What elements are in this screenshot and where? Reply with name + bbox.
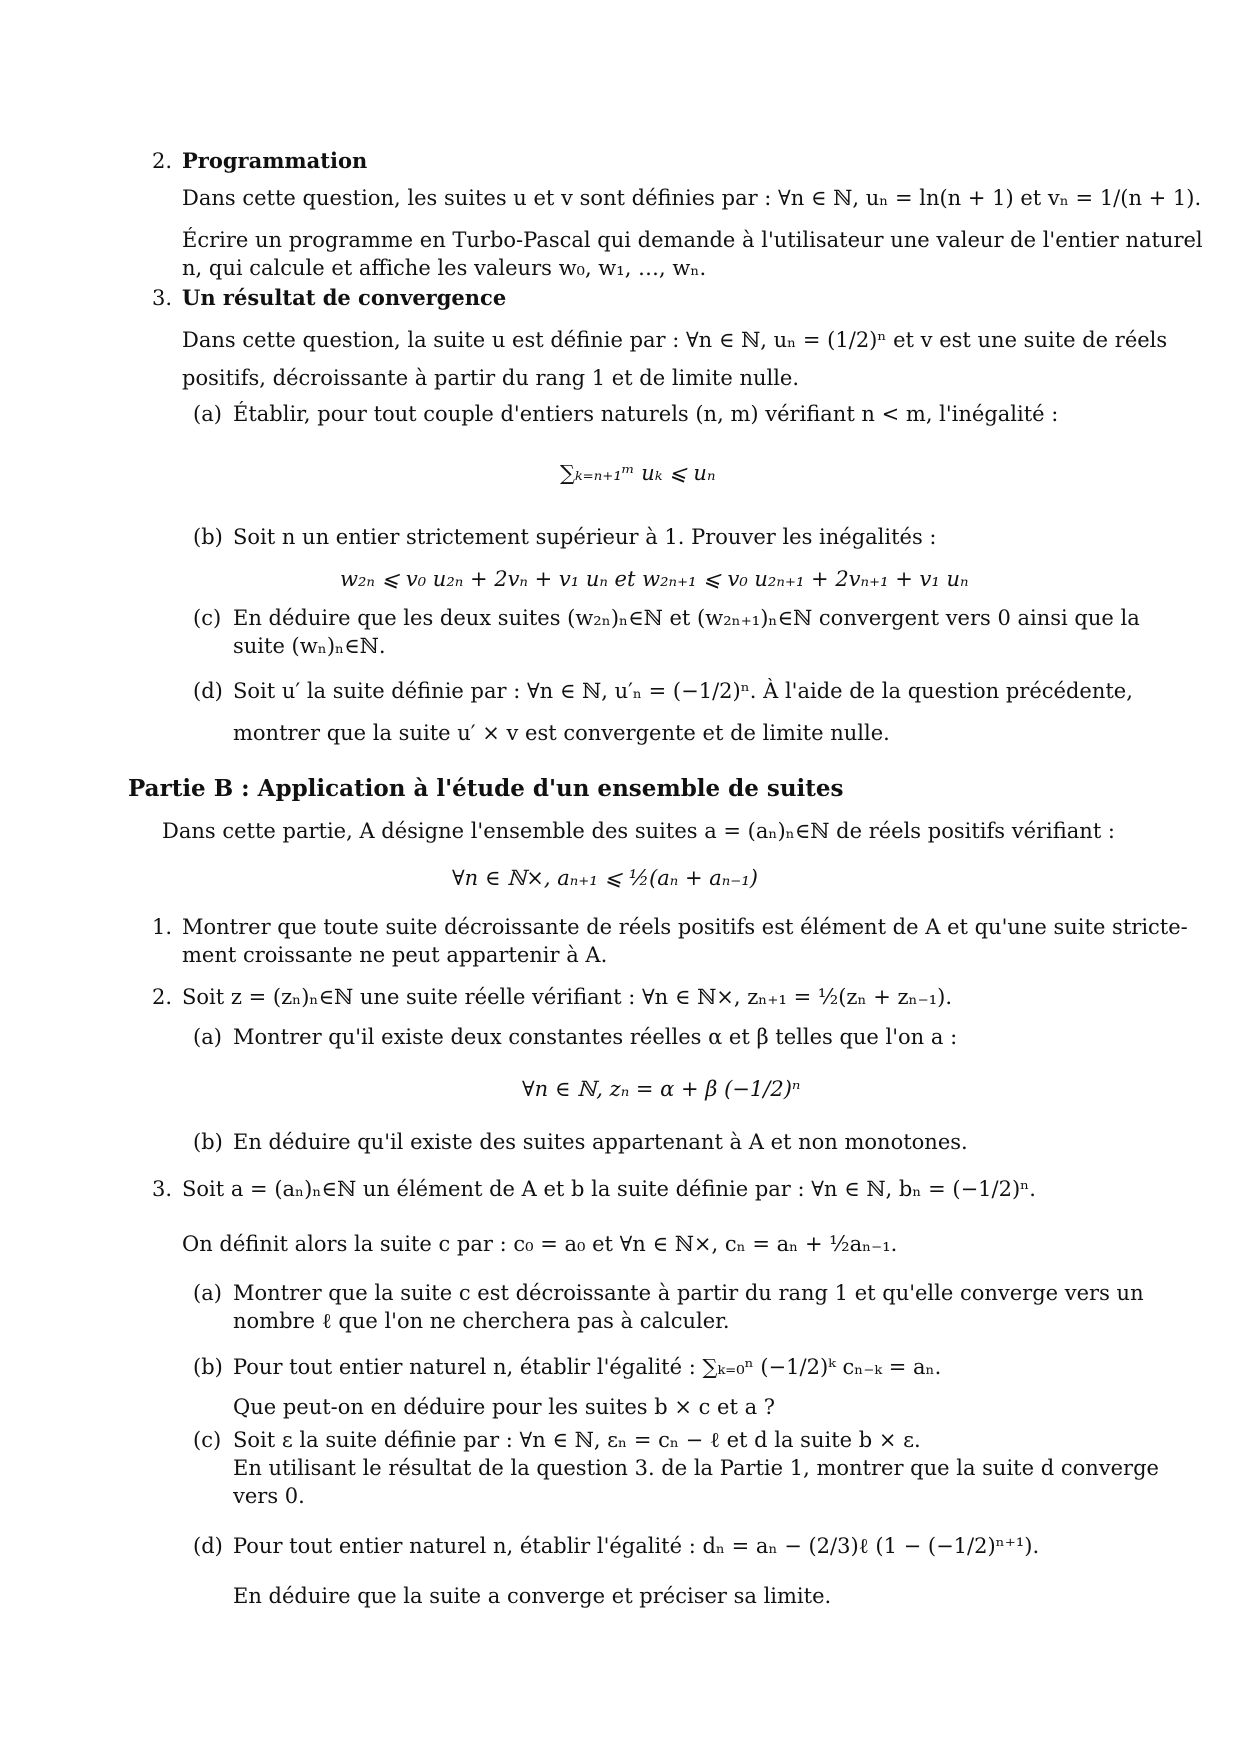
- subquestion-text: En déduire qu'il existe des suites appartenant à A et non monotones.: [233, 1130, 968, 1154]
- display-formula: ∀n ∈ ℕ×, aₙ₊₁ ⩽ ½(aₙ + aₙ₋₁): [452, 866, 758, 890]
- subquestion-text: En déduire que la suite a converge et préciser sa limite.: [233, 1584, 832, 1608]
- paragraph-line: On définit alors la suite c par : c₀ = a₀ et ∀n ∈ ℕ×, cₙ = aₙ + ½aₙ₋₁.: [182, 1232, 898, 1256]
- subquestion-label: (b): [193, 1355, 223, 1379]
- section-heading: Partie B : Application à l'étude d'un ensemble de suites: [128, 775, 844, 802]
- question-number: 3.: [152, 286, 173, 310]
- paragraph-line: ment croissante ne peut appartenir à A.: [182, 943, 608, 967]
- question-number: 1.: [152, 915, 173, 939]
- display-formula: ∀n ∈ ℕ, zₙ = α + β (−1/2)ⁿ: [522, 1077, 801, 1101]
- paragraph-line: positifs, décroissante à partir du rang 1 et de limite nulle.: [182, 366, 800, 390]
- subquestion-text: En utilisant le résultat de la question 3. de la Partie 1, montrer que la suite d converge: [233, 1456, 1159, 1480]
- display-formula: w₂ₙ ⩽ v₀ u₂ₙ + 2vₙ + v₁ uₙ et w₂ₙ₊₁ ⩽ v₀ u₂ₙ₊₁ + 2vₙ₊₁ + v₁ uₙ: [340, 567, 969, 591]
- question-number: 2.: [152, 149, 173, 173]
- paragraph-line: Dans cette partie, A désigne l'ensemble des suites a = (aₙ)ₙ∈ℕ de réels positifs vérifiant :: [162, 819, 1116, 843]
- subquestion-label: (b): [193, 525, 223, 549]
- paragraph-line: Écrire un programme en Turbo-Pascal qui demande à l'utilisateur une valeur de l'entier naturel: [182, 228, 1203, 252]
- subquestion-text: Montrer qu'il existe deux constantes réelles α et β telles que l'on a :: [233, 1025, 958, 1049]
- subquestion-text: Soit u′ la suite définie par : ∀n ∈ ℕ, u′ₙ = (−1/2)ⁿ. À l'aide de la question précédente,: [233, 679, 1133, 703]
- paragraph-line: Dans cette question, les suites u et v sont définies par : ∀n ∈ ℕ, uₙ = ln(n + 1) et vₙ = 1/(n + 1).: [182, 186, 1202, 210]
- subquestion-label: (a): [193, 1025, 222, 1049]
- subquestion-text: nombre ℓ que l'on ne cherchera pas à calculer.: [233, 1309, 730, 1333]
- question-number: 3.: [152, 1177, 173, 1201]
- subquestion-text: vers 0.: [233, 1484, 305, 1508]
- subquestion-label: (a): [193, 402, 222, 426]
- subquestion-label: (c): [193, 606, 222, 630]
- paragraph-line: n, qui calcule et affiche les valeurs w₀, w₁, …, wₙ.: [182, 256, 707, 280]
- question-title: Un résultat de convergence: [182, 285, 507, 310]
- subquestion-text: Soit ε la suite définie par : ∀n ∈ ℕ, εₙ = cₙ − ℓ et d la suite b × ε.: [233, 1428, 921, 1452]
- paragraph-line: Soit a = (aₙ)ₙ∈ℕ un élément de A et b la suite définie par : ∀n ∈ ℕ, bₙ = (−1/2)ⁿ.: [182, 1177, 1036, 1201]
- subquestion-text: En déduire que les deux suites (w₂ₙ)ₙ∈ℕ et (w₂ₙ₊₁)ₙ∈ℕ convergent vers 0 ainsi que la: [233, 606, 1140, 630]
- paragraph-line: Dans cette question, la suite u est définie par : ∀n ∈ ℕ, uₙ = (1/2)ⁿ et v est une suite de réels: [182, 328, 1168, 352]
- paragraph-line: Montrer que toute suite décroissante de réels positifs est élément de A et qu'une suite stricte-: [182, 915, 1188, 939]
- subquestion-text: Soit n un entier strictement supérieur à 1. Prouver les inégalités :: [233, 525, 937, 549]
- question-number: 2.: [152, 985, 173, 1009]
- subquestion-label: (b): [193, 1130, 223, 1154]
- subquestion-text: Pour tout entier naturel n, établir l'égalité : dₙ = aₙ − (2/3)ℓ (1 − (−1/2)ⁿ⁺¹).: [233, 1534, 1040, 1558]
- question-title: Programmation: [182, 148, 368, 173]
- subquestion-label: (d): [193, 1534, 223, 1558]
- subquestion-text: montrer que la suite u′ × v est convergente et de limite nulle.: [233, 721, 890, 745]
- display-formula: ∑ₖ₌ₙ₊₁ᵐ uₖ ⩽ uₙ: [560, 461, 716, 485]
- subquestion-label: (d): [193, 679, 223, 703]
- subquestion-text: Montrer que la suite c est décroissante à partir du rang 1 et qu'elle converge vers un: [233, 1281, 1144, 1305]
- subquestion-text: Établir, pour tout couple d'entiers naturels (n, m) vérifiant n < m, l'inégalité :: [233, 402, 1059, 426]
- subquestion-label: (c): [193, 1428, 222, 1452]
- subquestion-text: Pour tout entier naturel n, établir l'égalité : ∑ₖ₌₀ⁿ (−1/2)ᵏ cₙ₋ₖ = aₙ.: [233, 1355, 942, 1379]
- subquestion-text: Que peut-on en déduire pour les suites b × c et a ?: [233, 1395, 776, 1419]
- paragraph-line: Soit z = (zₙ)ₙ∈ℕ une suite réelle vérifiant : ∀n ∈ ℕ×, zₙ₊₁ = ½(zₙ + zₙ₋₁).: [182, 985, 953, 1009]
- subquestion-label: (a): [193, 1281, 222, 1305]
- subquestion-text: suite (wₙ)ₙ∈ℕ.: [233, 634, 386, 658]
